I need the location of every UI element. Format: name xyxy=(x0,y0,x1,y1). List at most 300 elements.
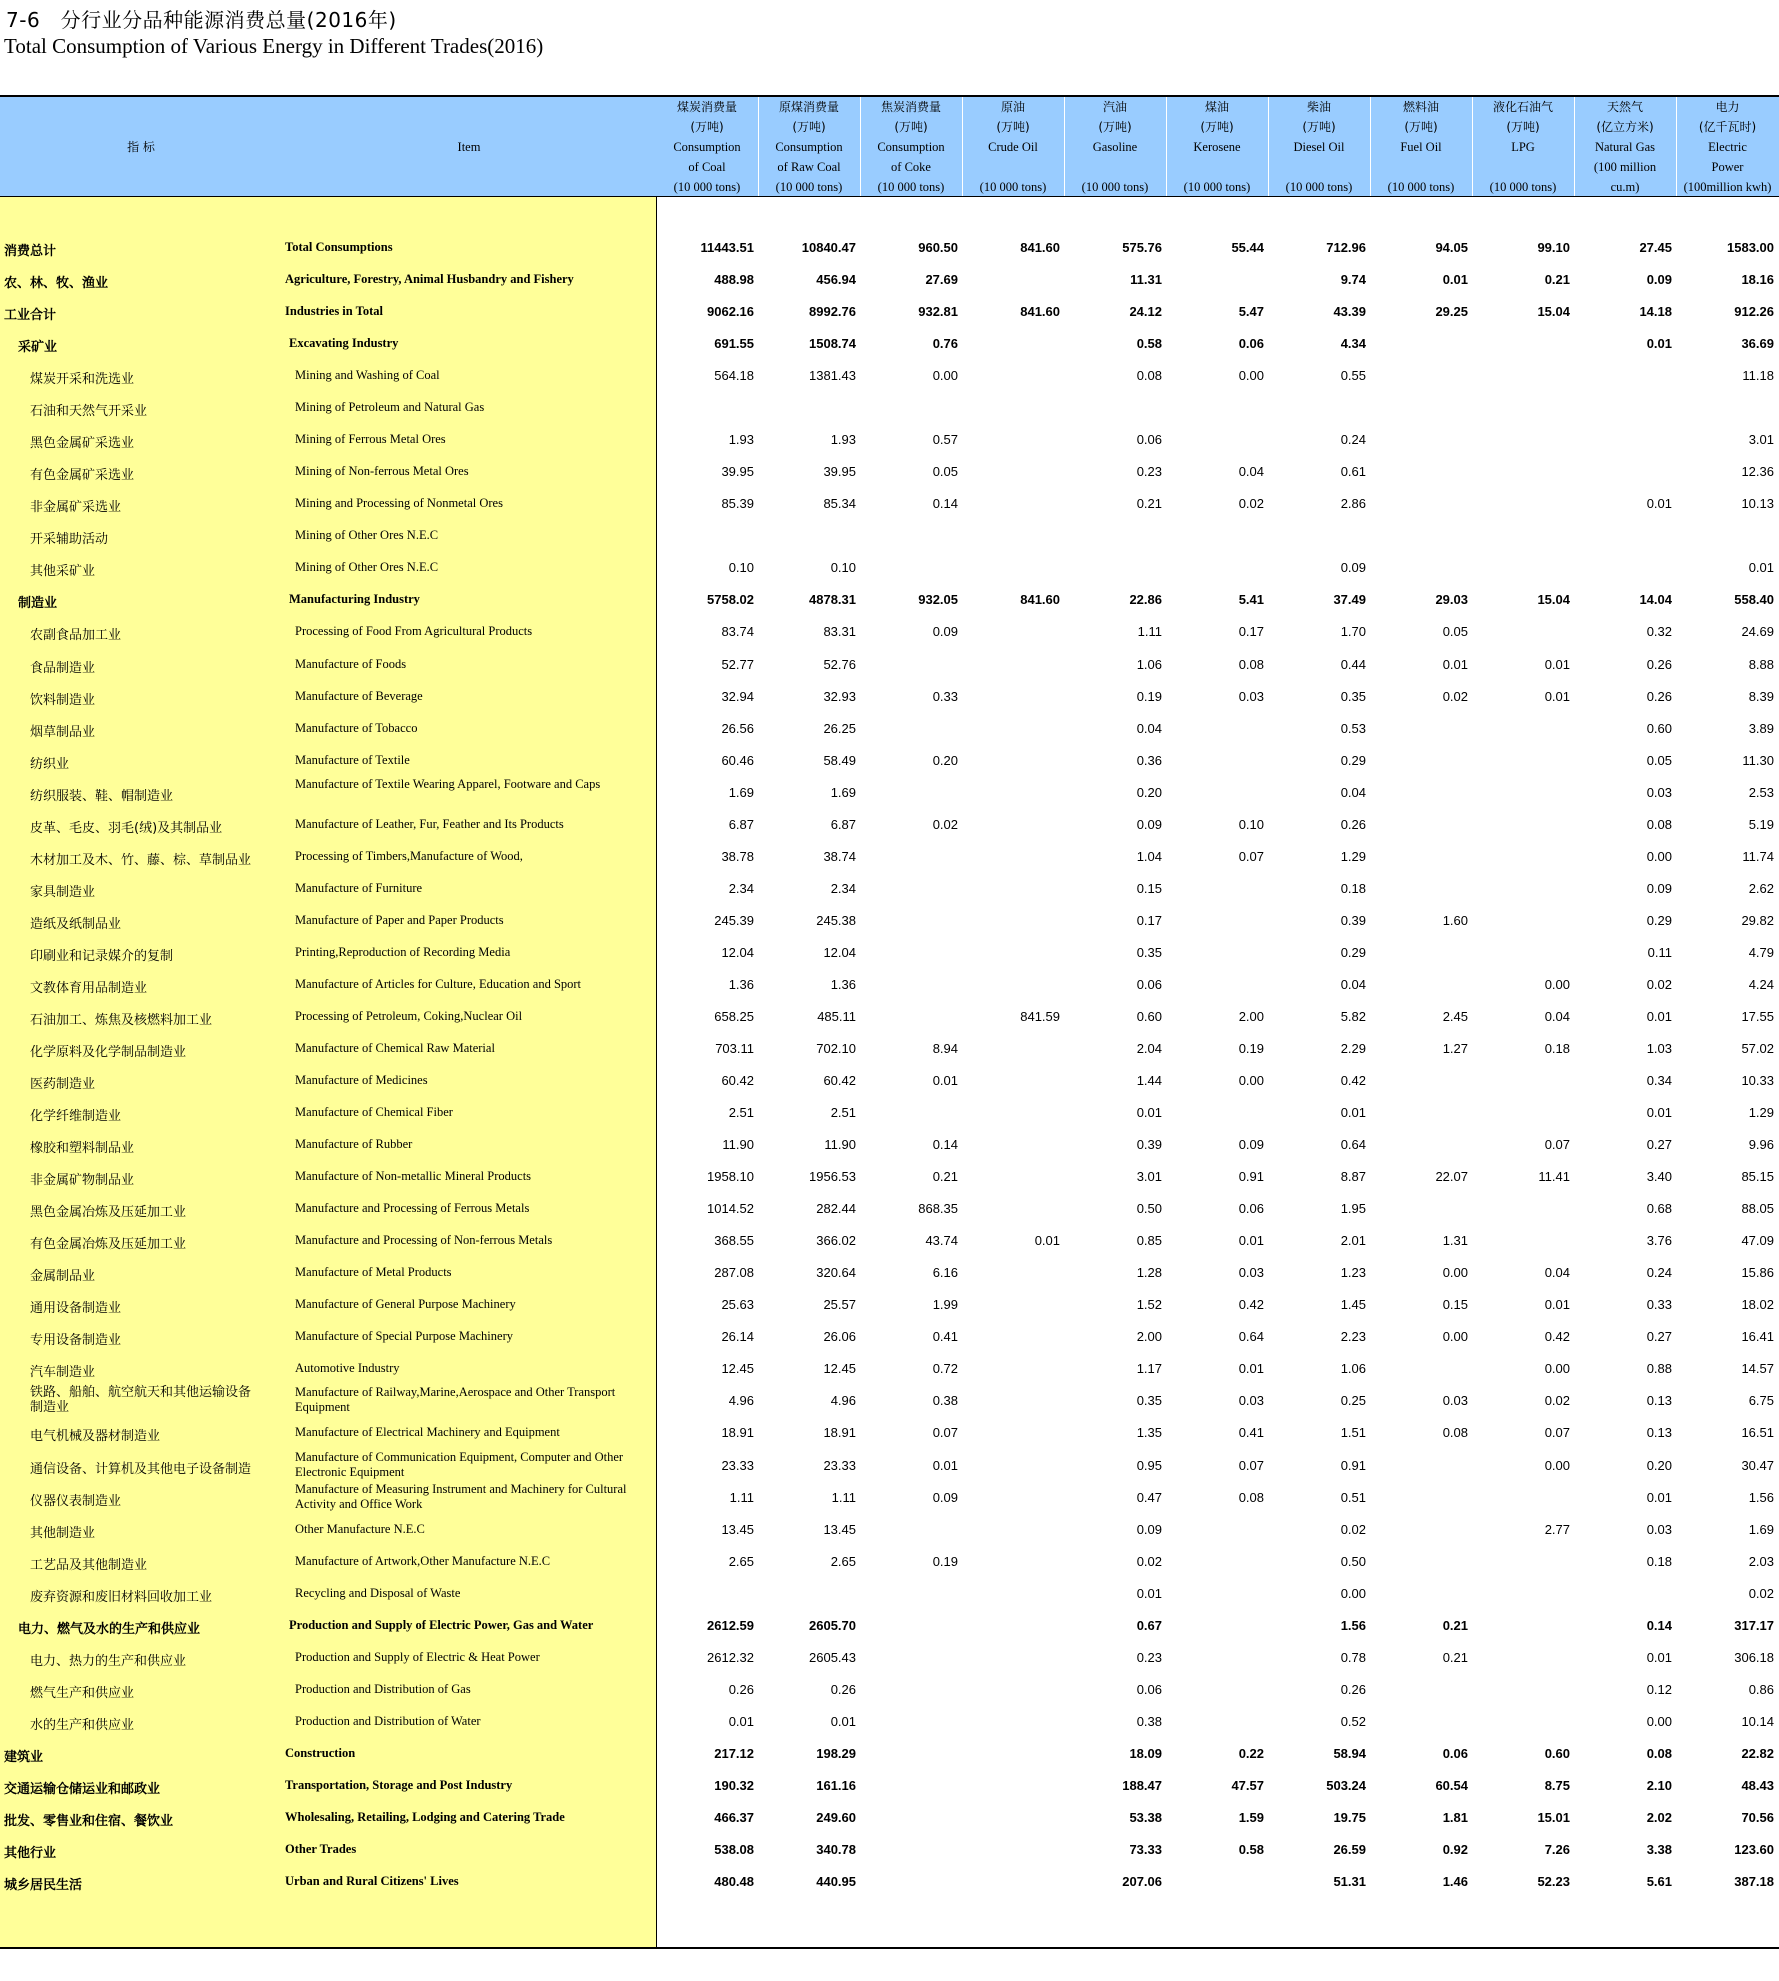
cell-value: 2.86 xyxy=(1340,496,1366,511)
cell-value: 10.13 xyxy=(1741,496,1774,511)
row-label-cn: 通信设备、计算机及其他电子设备制造 xyxy=(30,1462,252,1477)
cell-value: 0.01 xyxy=(1034,1233,1060,1248)
row-label-en: Production and Supply of Electric & Heat Power xyxy=(295,1650,540,1664)
cell-value: 0.21 xyxy=(1544,272,1570,287)
cell-value: 2.34 xyxy=(728,881,754,896)
cell-value: 932.81 xyxy=(918,304,958,319)
cell-value: 1.44 xyxy=(1136,1073,1162,1088)
row-label-cn: 有色金属矿采选业 xyxy=(30,468,135,483)
cell-value: 9.96 xyxy=(1748,1137,1774,1152)
cell-value: 5.82 xyxy=(1340,1009,1366,1024)
cell-value: 0.01 xyxy=(830,1714,856,1729)
cell-value: 456.94 xyxy=(816,272,856,287)
cell-value: 1.81 xyxy=(1442,1810,1468,1825)
cell-value: 0.14 xyxy=(932,1137,958,1152)
table-row xyxy=(0,1706,1779,1736)
cell-value: 26.14 xyxy=(721,1329,754,1344)
column-header-1 xyxy=(758,97,860,196)
cell-value: 480.48 xyxy=(714,1874,754,1889)
cell-value: 12.45 xyxy=(823,1361,856,1376)
column-header-line: 煤油 xyxy=(1204,99,1229,114)
cell-value: 0.34 xyxy=(1646,1073,1672,1088)
cell-value: 11443.51 xyxy=(700,240,754,255)
cell-value: 0.29 xyxy=(1340,945,1366,960)
column-header-line xyxy=(1215,157,1218,177)
cell-value: 0.01 xyxy=(1646,1009,1672,1024)
row-label-cn: 印刷业和记录媒介的复制 xyxy=(30,949,174,964)
cell-value: 538.08 xyxy=(714,1842,754,1857)
row-label-cn: 纺织业 xyxy=(30,757,70,772)
cell-value: 0.01 xyxy=(1646,336,1672,351)
cell-value: 0.27 xyxy=(1646,1137,1672,1152)
cell-value: 26.25 xyxy=(823,721,856,736)
cell-value: 83.31 xyxy=(823,624,856,639)
table-row xyxy=(0,1097,1779,1127)
row-label-cn: 燃气生产和供应业 xyxy=(30,1686,135,1701)
cell-value: 2.04 xyxy=(1136,1041,1162,1056)
row-label-cn: 木材加工及木、竹、藤、棕、草制品业 xyxy=(30,853,252,868)
row-label-en: Manufacture of Foods xyxy=(295,657,407,671)
cell-value: 2.01 xyxy=(1340,1233,1366,1248)
cell-value: 0.21 xyxy=(1442,1618,1468,1633)
cell-value: 52.76 xyxy=(823,657,856,672)
cell-value: 51.31 xyxy=(1333,1874,1366,1889)
cell-value: 48.43 xyxy=(1741,1778,1774,1793)
table-row xyxy=(0,328,1779,358)
cell-value: 0.08 xyxy=(1442,1425,1468,1440)
cell-value: 26.06 xyxy=(823,1329,856,1344)
column-header-line: (10 000 tons) xyxy=(877,179,945,194)
table-row xyxy=(0,1482,1779,1512)
row-label-cn: 食品制造业 xyxy=(30,661,96,676)
cell-value: 29.03 xyxy=(1435,592,1468,607)
cell-value: 1583.00 xyxy=(1727,240,1774,255)
column-header-line: cu.m) xyxy=(1610,179,1640,194)
cell-value: 0.76 xyxy=(932,336,958,351)
cell-value: 0.42 xyxy=(1544,1329,1570,1344)
cell-value: 52.77 xyxy=(721,657,754,672)
table-row xyxy=(0,841,1779,871)
cell-value: 0.64 xyxy=(1340,1137,1366,1152)
cell-value: 29.25 xyxy=(1435,304,1468,319)
cell-value: 282.44 xyxy=(816,1201,856,1216)
cell-value: 30.47 xyxy=(1741,1458,1774,1473)
cell-value: 0.07 xyxy=(1238,1458,1264,1473)
cell-value: 0.02 xyxy=(1442,689,1468,704)
cell-value: 15.04 xyxy=(1537,592,1570,607)
cell-value: 0.06 xyxy=(1238,336,1264,351)
cell-value: 0.01 xyxy=(1646,1105,1672,1120)
row-label-cn: 化学原料及化学制品制造业 xyxy=(30,1045,187,1060)
row-label-cn: 电力、燃气及水的生产和供应业 xyxy=(18,1622,201,1637)
cell-value: 2.10 xyxy=(1646,1778,1672,1793)
cell-value: 0.06 xyxy=(1136,977,1162,992)
table-row xyxy=(0,1129,1779,1159)
cell-value: 0.19 xyxy=(1136,689,1162,704)
table-row xyxy=(0,1321,1779,1351)
cell-value: 3.89 xyxy=(1748,721,1774,736)
cell-value: 0.09 xyxy=(1646,272,1672,287)
cell-value: 0.00 xyxy=(1442,1329,1468,1344)
table-row xyxy=(0,1834,1779,1864)
cell-value: 1.27 xyxy=(1442,1041,1468,1056)
cell-value: 2.23 xyxy=(1340,1329,1366,1344)
column-header-line: (10 000 tons) xyxy=(1387,179,1455,194)
cell-value: 0.01 xyxy=(1136,1586,1162,1601)
column-header-line: 电力 xyxy=(1715,99,1740,114)
cell-value: 60.54 xyxy=(1435,1778,1468,1793)
row-label-en: Manufacture of Metal Products xyxy=(295,1265,452,1279)
column-header-line xyxy=(1011,157,1014,177)
column-header-10 xyxy=(1676,97,1779,196)
cell-value: 0.18 xyxy=(1646,1554,1672,1569)
cell-value: 9062.16 xyxy=(707,304,754,319)
column-header-line: Natural Gas xyxy=(1594,139,1656,154)
cell-value: 0.09 xyxy=(1136,1522,1162,1537)
cell-value: 0.03 xyxy=(1238,1393,1264,1408)
cell-value: 0.09 xyxy=(1238,1137,1264,1152)
cell-value: 1.31 xyxy=(1442,1233,1468,1248)
cell-value: 0.04 xyxy=(1136,721,1162,736)
cell-value: 1.03 xyxy=(1646,1041,1672,1056)
row-label-cn: 文教体育用品制造业 xyxy=(30,981,148,996)
cell-value: 1.93 xyxy=(830,432,856,447)
table-row xyxy=(0,1610,1779,1640)
cell-value: 1.93 xyxy=(728,432,754,447)
row-label-cn: 建筑业 xyxy=(4,1750,44,1765)
cell-value: 0.26 xyxy=(830,1682,856,1697)
cell-value: 17.55 xyxy=(1741,1009,1774,1024)
cell-value: 0.91 xyxy=(1340,1458,1366,1473)
row-label-cn: 其他制造业 xyxy=(30,1526,96,1541)
cell-value: 22.82 xyxy=(1741,1746,1774,1761)
cell-value: 2.51 xyxy=(728,1105,754,1120)
column-header-line: Kerosene xyxy=(1193,139,1241,154)
cell-value: 0.78 xyxy=(1340,1650,1366,1665)
cell-value: 0.53 xyxy=(1340,721,1366,736)
cell-value: 0.13 xyxy=(1646,1393,1672,1408)
row-label-cn: 专用设备制造业 xyxy=(30,1333,122,1348)
cell-value: 1.69 xyxy=(830,785,856,800)
cell-value: 198.29 xyxy=(816,1746,856,1761)
cell-value: 387.18 xyxy=(1734,1874,1774,1889)
cell-value: 38.78 xyxy=(721,849,754,864)
cell-value: 0.00 xyxy=(1238,368,1264,383)
cell-value: 58.94 xyxy=(1333,1746,1366,1761)
cell-value: 123.60 xyxy=(1734,1842,1774,1857)
cell-value: 0.39 xyxy=(1136,1137,1162,1152)
row-label-cn: 非金属矿采选业 xyxy=(30,500,122,515)
cell-value: 0.27 xyxy=(1646,1329,1672,1344)
cell-value: 0.01 xyxy=(1646,1650,1672,1665)
cell-value: 0.03 xyxy=(1646,785,1672,800)
cell-value: 1.35 xyxy=(1136,1425,1162,1440)
cell-value: 18.91 xyxy=(721,1425,754,1440)
column-header-line: 焦炭消费量 xyxy=(880,99,941,114)
table-row xyxy=(0,1257,1779,1287)
column-header-line: of Coal xyxy=(688,159,726,174)
table-row xyxy=(0,1450,1779,1480)
cell-value: 39.95 xyxy=(823,464,856,479)
table-row xyxy=(0,937,1779,967)
cell-value: 8.75 xyxy=(1544,1778,1570,1793)
cell-value: 466.37 xyxy=(714,1810,754,1825)
row-label-en: Transportation, Storage and Post Industry xyxy=(285,1778,513,1792)
column-header-line: 煤炭消费量 xyxy=(676,99,737,114)
row-label-en: Manufacturing Industry xyxy=(289,592,420,606)
cell-value: 0.38 xyxy=(1136,1714,1162,1729)
cell-value: 287.08 xyxy=(714,1265,754,1280)
cell-value: 841.60 xyxy=(1020,240,1060,255)
cell-value: 368.55 xyxy=(714,1233,754,1248)
cell-value: 0.01 xyxy=(1544,689,1570,704)
table-row xyxy=(0,232,1779,262)
cell-value: 245.39 xyxy=(714,913,754,928)
table-row xyxy=(0,809,1779,839)
cell-value: 0.18 xyxy=(1340,881,1366,896)
cell-value: 0.24 xyxy=(1340,432,1366,447)
cell-value: 60.42 xyxy=(721,1073,754,1088)
table-row xyxy=(0,1193,1779,1223)
row-label-en: Manufacture of Non-metallic Mineral Products xyxy=(295,1169,532,1183)
table-row xyxy=(0,1353,1779,1383)
row-label-en: Total Consumptions xyxy=(285,240,393,254)
cell-value: 0.32 xyxy=(1646,624,1672,639)
cell-value: 0.24 xyxy=(1646,1265,1672,1280)
column-header-line: 原油 xyxy=(1000,99,1025,114)
cell-value: 9.74 xyxy=(1340,272,1366,287)
cell-value: 12.04 xyxy=(823,945,856,960)
column-header-0 xyxy=(656,97,758,196)
cell-value: 0.15 xyxy=(1136,881,1162,896)
table-row xyxy=(0,296,1779,326)
cell-value: 73.33 xyxy=(1129,1842,1162,1857)
column-header-9 xyxy=(1574,97,1676,196)
cell-value: 2.34 xyxy=(830,881,856,896)
cell-value: 0.29 xyxy=(1340,753,1366,768)
cell-value: 0.02 xyxy=(1136,1554,1162,1569)
column-header-line: (100 million xyxy=(1593,159,1657,174)
cell-value: 0.06 xyxy=(1136,432,1162,447)
column-header-line: of Coke xyxy=(891,159,931,174)
cell-value: 1.06 xyxy=(1136,657,1162,672)
cell-value: 0.88 xyxy=(1646,1361,1672,1376)
column-header-line: (万吨) xyxy=(1098,119,1132,134)
cell-value: 0.15 xyxy=(1442,1297,1468,1312)
row-label-cn: 水的生产和供应业 xyxy=(30,1718,135,1733)
cell-value: 2.51 xyxy=(830,1105,856,1120)
column-header-line: (万吨) xyxy=(894,119,928,134)
row-label-en: Mining of Non-ferrous Metal Ores xyxy=(295,464,469,478)
column-header-line: 液化石油气 xyxy=(1492,99,1553,114)
cell-value: 15.04 xyxy=(1537,304,1570,319)
cell-value: 0.01 xyxy=(1544,657,1570,672)
cell-value: 0.00 xyxy=(1340,1586,1366,1601)
cell-value: 0.60 xyxy=(1136,1009,1162,1024)
cell-value: 0.50 xyxy=(1340,1554,1366,1569)
cell-value: 6.87 xyxy=(830,817,856,832)
column-header-line: (万吨) xyxy=(1506,119,1540,134)
cell-value: 503.24 xyxy=(1326,1778,1366,1793)
cell-value: 3.01 xyxy=(1748,432,1774,447)
cell-value: 13.45 xyxy=(721,1522,754,1537)
row-label-cn: 造纸及纸制品业 xyxy=(30,917,122,932)
cell-value: 2.45 xyxy=(1442,1009,1468,1024)
cell-value: 0.13 xyxy=(1646,1425,1672,1440)
cell-value: 19.75 xyxy=(1333,1810,1366,1825)
cell-value: 440.95 xyxy=(816,1874,856,1889)
cell-value: 0.00 xyxy=(1442,1265,1468,1280)
row-label-en: Manufacture of Chemical Fiber xyxy=(295,1105,453,1119)
column-header-line: (亿千瓦时) xyxy=(1698,119,1757,134)
cell-value: 60.46 xyxy=(721,753,754,768)
row-label-cn: 工业合计 xyxy=(4,308,57,323)
row-label-en: Manufacture of Beverage xyxy=(295,689,423,703)
row-label-cn: 消费总计 xyxy=(4,244,57,259)
cell-value: 691.55 xyxy=(714,336,754,351)
row-label-en: Processing of Petroleum, Coking,Nuclear Oil xyxy=(295,1009,523,1023)
row-label-en: Mining and Washing of Coal xyxy=(295,368,440,382)
table-row xyxy=(0,1033,1779,1063)
cell-value: 60.42 xyxy=(823,1073,856,1088)
cell-value: 841.60 xyxy=(1020,592,1060,607)
table-row xyxy=(0,1738,1779,1768)
cell-value: 0.03 xyxy=(1646,1522,1672,1537)
row-label-cn: 仪器仪表制造业 xyxy=(30,1494,122,1509)
row-label-cn: 纺织服装、鞋、帽制造业 xyxy=(30,789,174,804)
row-label-en: Manufacture of Communication Equipment, Computer and Other Electronic Equipment xyxy=(295,1450,624,1479)
row-label-cn: 开采辅助活动 xyxy=(30,532,109,547)
table-row xyxy=(0,1770,1779,1800)
cell-value: 2612.59 xyxy=(707,1618,754,1633)
cell-value: 1.28 xyxy=(1136,1265,1162,1280)
cell-value: 0.72 xyxy=(932,1361,958,1376)
cell-value: 53.38 xyxy=(1129,1810,1162,1825)
cell-value: 8.88 xyxy=(1748,657,1774,672)
cell-value: 0.02 xyxy=(1748,1586,1774,1601)
cell-value: 47.57 xyxy=(1231,1778,1264,1793)
cell-value: 0.00 xyxy=(1544,977,1570,992)
cell-value: 8.39 xyxy=(1748,689,1774,704)
cell-value: 0.10 xyxy=(830,560,856,575)
cell-value: 1958.10 xyxy=(707,1169,754,1184)
cell-value: 0.04 xyxy=(1238,464,1264,479)
column-header-line: 柴油 xyxy=(1306,99,1331,114)
row-label-cn: 非金属矿物制品业 xyxy=(30,1173,135,1188)
table-row xyxy=(0,1065,1779,1095)
row-label-en: Manufacture of Leather, Fur, Feather and Its Products xyxy=(295,817,564,831)
table-row xyxy=(0,456,1779,486)
cell-value: 306.18 xyxy=(1734,1650,1774,1665)
row-label-cn: 汽车制造业 xyxy=(30,1365,96,1380)
row-label-cn: 黑色金属冶炼及压延加工业 xyxy=(30,1205,187,1220)
cell-value: 0.08 xyxy=(1646,817,1672,832)
cell-value: 703.11 xyxy=(715,1041,754,1056)
cell-value: 0.01 xyxy=(932,1073,958,1088)
cell-value: 24.69 xyxy=(1741,624,1774,639)
cell-value: 26.59 xyxy=(1333,1842,1366,1857)
cell-value: 5.47 xyxy=(1238,304,1264,319)
cell-value: 25.63 xyxy=(721,1297,754,1312)
cell-value: 6.87 xyxy=(728,817,754,832)
cell-value: 0.06 xyxy=(1136,1682,1162,1697)
column-header-6 xyxy=(1268,97,1370,196)
cell-value: 0.23 xyxy=(1136,1650,1162,1665)
cell-value: 2.29 xyxy=(1340,1041,1366,1056)
cell-value: 25.57 xyxy=(823,1297,856,1312)
row-label-cn: 有色金属冶炼及压延加工业 xyxy=(30,1237,187,1252)
cell-value: 1.17 xyxy=(1136,1361,1162,1376)
cell-value: 18.02 xyxy=(1741,1297,1774,1312)
cell-value: 0.01 xyxy=(1238,1361,1264,1376)
cell-value: 0.02 xyxy=(1238,496,1264,511)
cell-value: 0.21 xyxy=(1442,1650,1468,1665)
cell-value: 88.05 xyxy=(1741,1201,1774,1216)
cell-value: 36.69 xyxy=(1741,336,1774,351)
cell-value: 0.19 xyxy=(1238,1041,1264,1056)
cell-value: 0.09 xyxy=(1136,817,1162,832)
cell-value: 4.34 xyxy=(1340,336,1366,351)
cell-value: 217.12 xyxy=(714,1746,754,1761)
cell-value: 0.35 xyxy=(1340,689,1366,704)
row-label-cn: 交通运输仓储运业和邮政业 xyxy=(4,1782,161,1797)
cell-value: 10.14 xyxy=(1741,1714,1774,1729)
cell-value: 2605.70 xyxy=(809,1618,856,1633)
cell-value: 14.04 xyxy=(1639,592,1672,607)
cell-value: 207.06 xyxy=(1122,1874,1162,1889)
cell-value: 43.74 xyxy=(925,1233,958,1248)
row-label-cn: 石油和天然气开采业 xyxy=(30,404,148,419)
cell-value: 1.59 xyxy=(1238,1810,1264,1825)
row-label-en: Manufacture of Paper and Paper Products xyxy=(295,913,504,927)
cell-value: 18.09 xyxy=(1129,1746,1162,1761)
table-row xyxy=(0,681,1779,711)
column-header-line: (万吨) xyxy=(690,119,724,134)
cell-value: 16.41 xyxy=(1741,1329,1774,1344)
cell-value: 0.04 xyxy=(1340,785,1366,800)
cell-value: 0.35 xyxy=(1136,1393,1162,1408)
row-label-cn: 石油加工、炼焦及核燃料加工业 xyxy=(30,1013,213,1028)
cell-value: 0.50 xyxy=(1136,1201,1162,1216)
cell-value: 6.75 xyxy=(1748,1393,1774,1408)
cell-value: 94.05 xyxy=(1435,240,1468,255)
cell-value: 18.91 xyxy=(823,1425,856,1440)
row-label-en: Agriculture, Forestry, Animal Husbandry and Fishery xyxy=(285,272,574,286)
table-row xyxy=(0,392,1779,422)
cell-value: 0.07 xyxy=(1544,1137,1570,1152)
cell-value: 245.38 xyxy=(816,913,856,928)
cell-value: 2.02 xyxy=(1646,1810,1672,1825)
cell-value: 868.35 xyxy=(918,1201,958,1216)
cell-value: 0.57 xyxy=(932,432,958,447)
cell-value: 0.21 xyxy=(1136,496,1162,511)
column-header-line: Consumption xyxy=(775,139,843,154)
cell-value: 0.01 xyxy=(728,1714,754,1729)
row-label-en: Printing,Reproduction of Recording Media xyxy=(295,945,511,959)
cell-value: 0.01 xyxy=(1340,1105,1366,1120)
cell-value: 0.00 xyxy=(932,368,958,383)
cell-value: 658.25 xyxy=(714,1009,754,1024)
cell-value: 0.04 xyxy=(1544,1009,1570,1024)
cell-value: 18.16 xyxy=(1741,272,1774,287)
column-header-line: 原煤消费量 xyxy=(778,99,839,114)
cell-value: 841.60 xyxy=(1020,304,1060,319)
cell-value: 0.55 xyxy=(1340,368,1366,383)
cell-value: 0.08 xyxy=(1646,1746,1672,1761)
row-label-cn: 黑色金属矿采选业 xyxy=(30,436,135,451)
row-label-en: Manufacture of Medicines xyxy=(295,1073,428,1087)
column-header-line: (10 000 tons) xyxy=(1081,179,1149,194)
